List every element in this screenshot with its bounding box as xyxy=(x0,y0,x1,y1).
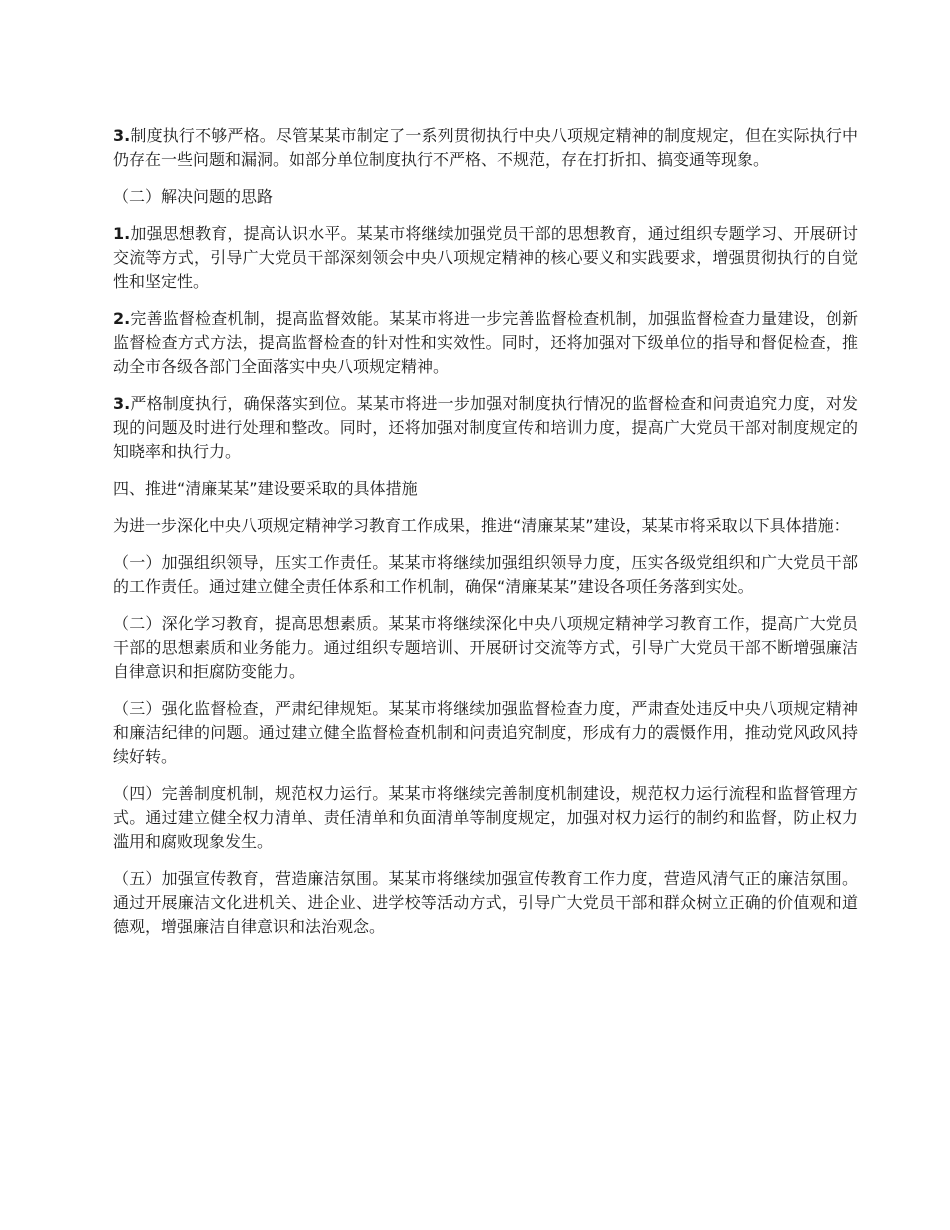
paragraph-measure-5 xyxy=(113,867,858,939)
heading-text: 四、推进“清廉某某”建设要采取的具体措施 xyxy=(113,479,418,498)
paragraph-measure-1 xyxy=(113,551,858,599)
paragraph-idea-2 xyxy=(113,307,858,379)
paragraph-idea-1 xyxy=(113,222,858,294)
paragraph-text: 制度执行不够严格。尽管某某市制定了一系列贯彻执行中央八项规定精神的制度规定，但在实际执行中仍存在一些问题和漏洞。如部分单位制度执行不严格、不规范，存在打折扣、搞变通等现象。 xyxy=(113,126,858,169)
document-page xyxy=(113,124,858,952)
paragraph-text: 完善监督检查机制，提高监督效能。某某市将进一步完善监督检查机制，加强监督检查力量建设，创新监督检查方式方法，提高监督检查的针对性和实效性。同时，还将加强对下级单位的指导和督促检查，推动全市各级各部门全面落实中央八项规定精神。 xyxy=(113,309,858,376)
paragraph-number: 1. xyxy=(113,224,131,243)
paragraph-problem-3 xyxy=(113,124,858,172)
paragraph-text: 加强思想教育，提高认识水平。某某市将继续加强党员干部的思想教育，通过组织专题学习、开展研讨交流等方式，引导广大党员干部深刻领会中央八项规定精神的核心要义和实践要求，增强贯彻执行的自觉性和坚定性。 xyxy=(113,224,858,291)
paragraph-text: （四）完善制度机制，规范权力运行。某某市将继续完善制度机制建设，规范权力运行流程和监督管理方式。通过建立健全权力清单、责任清单和负面清单等制度规定，加强对权力运行的制约和监督，防止权力滥用和腐败现象发生。 xyxy=(113,784,858,851)
paragraph-idea-3 xyxy=(113,392,858,464)
section-heading-solution-ideas xyxy=(113,185,858,209)
paragraph-text: 为进一步深化中央八项规定精神学习教育工作成果，推进“清廉某某”建设，某某市将采取以下具体措施： xyxy=(113,516,850,535)
paragraph-text: （二）深化学习教育，提高思想素质。某某市将继续深化中央八项规定精神学习教育工作，提高广大党员干部的思想素质和业务能力。通过组织专题培训、开展研讨交流等方式，引导广大党员干部不断增强廉洁自律意识和拒腐防变能力。 xyxy=(113,614,858,681)
paragraph-number: 3. xyxy=(113,126,131,145)
paragraph-measure-2 xyxy=(113,612,858,684)
paragraph-text: （三）强化监督检查，严肃纪律规矩。某某市将继续加强监督检查力度，严肃查处违反中央八项规定精神和廉洁纪律的问题。通过建立健全监督检查机制和问责追究制度，形成有力的震慑作用，推动党风政风持续好转。 xyxy=(113,699,858,766)
paragraph-measure-4 xyxy=(113,782,858,854)
paragraph-number: 2. xyxy=(113,309,131,328)
heading-text: （二）解决问题的思路 xyxy=(113,187,274,206)
paragraph-measures-intro xyxy=(113,514,858,538)
paragraph-text: （五）加强宣传教育，营造廉洁氛围。某某市将继续加强宣传教育工作力度，营造风清气正的廉洁氛围。通过开展廉洁文化进机关、进企业、进学校等活动方式，引导广大党员干部和群众树立正确的价值观和道德观，增强廉洁自律意识和法治观念。 xyxy=(113,869,858,936)
paragraph-text: （一）加强组织领导，压实工作责任。某某市将继续加强组织领导力度，压实各级党组织和广大党员干部的工作责任。通过建立健全责任体系和工作机制，确保“清廉某某”建设各项任务落到实处。 xyxy=(113,553,858,596)
section-heading-measures xyxy=(113,477,858,501)
paragraph-text: 严格制度执行，确保落实到位。某某市将进一步加强对制度执行情况的监督检查和问责追究力度，对发现的问题及时进行处理和整改。同时，还将加强对制度宣传和培训力度，提高广大党员干部对制度规定的知晓率和执行力。 xyxy=(113,394,858,461)
paragraph-number: 3. xyxy=(113,394,131,413)
paragraph-measure-3 xyxy=(113,697,858,769)
